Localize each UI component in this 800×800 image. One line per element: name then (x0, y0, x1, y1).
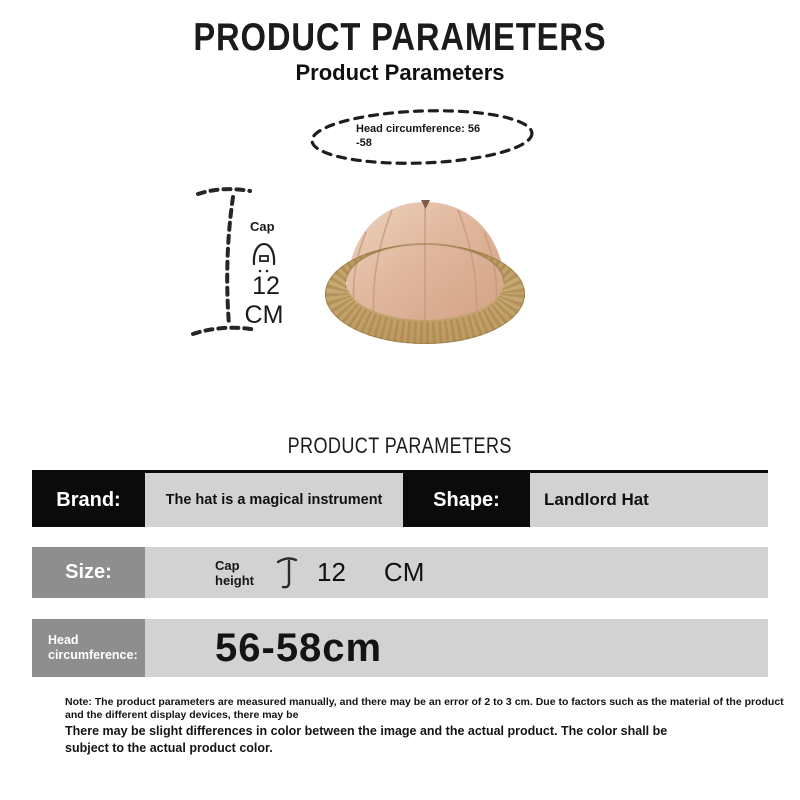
size-value-cell (145, 547, 768, 598)
head-circumference-callout-text (356, 122, 496, 150)
size-label-cell: Size: (32, 547, 145, 598)
cap-label: Cap (250, 219, 275, 234)
size-unit: CM (383, 557, 425, 587)
page-subtitle: Product Parameters (295, 60, 505, 85)
size-caption: Cap height (215, 557, 254, 588)
spec-row-brand-shape (32, 470, 768, 527)
hat-outline-icon (248, 240, 280, 276)
note-line3: There may be slight differences in color between the image and the actual product. The color shall be (65, 724, 668, 738)
brand-label-cell: Brand: (32, 473, 145, 527)
shape-value-cell: Landlord Hat (530, 473, 768, 527)
section-heading-text: PRODUCT PARAMETERS (287, 433, 513, 458)
head-circumference-value-cell: 56-58cm (145, 619, 768, 677)
cap-height-unit: CM (244, 301, 284, 329)
callout-line1: Head circumference: 56 (356, 123, 481, 135)
spec-row-head-circumference (32, 619, 768, 677)
size-number: 12 (317, 557, 346, 587)
callout-line2: -58 (356, 137, 372, 149)
shape-label-cell: Shape: (403, 473, 530, 527)
spec-row-size (32, 547, 768, 598)
height-measure-mini-icon (275, 552, 299, 594)
landlord-hat-photo (322, 188, 530, 346)
cap-height-value: 12 (252, 272, 280, 300)
brand-value-cell: The hat is a magical instrument (145, 473, 403, 527)
head-circumference-label-cell: Head circumference: (32, 619, 145, 677)
note-line2: and the different display devices, there may be (65, 709, 299, 721)
note-line4: subject to the actual product color. (65, 741, 273, 755)
note-line1: Note: The product parameters are measured manually, and there may be an error of 2 to 3 cm. Due to factors such as the material of the product (65, 696, 784, 708)
section-heading (0, 433, 800, 459)
page-title (0, 16, 800, 60)
note-block (65, 696, 784, 756)
page-title-text: PRODUCT PARAMETERS (193, 16, 607, 59)
